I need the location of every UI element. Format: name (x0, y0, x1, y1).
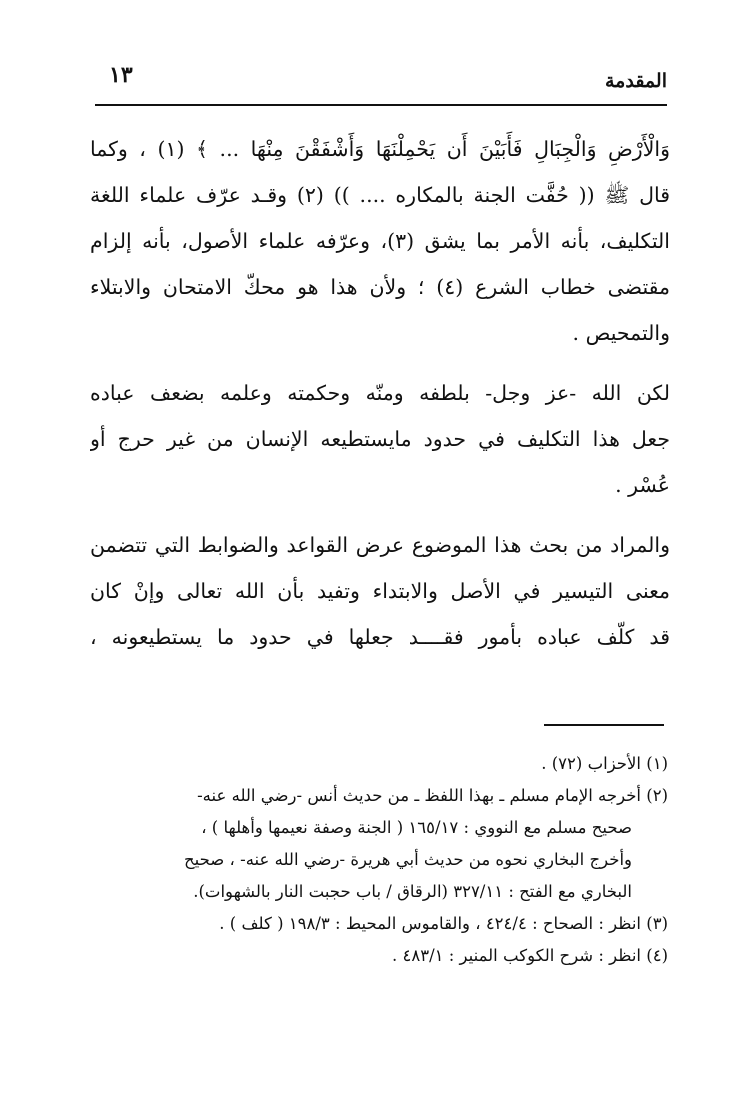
text-line: لكن الله -عز وجل- بلطفه ومنّه وحكمته وعلمه بضعف عباده (90, 381, 670, 405)
footnote-2: (٢) أخرجه الإمام مسلم ـ بهذا اللفظ ـ من حديث أنس -رضي الله عنه- (197, 786, 668, 805)
text-line: وَالْأَرْضِ وَالْجِبَالِ فَأَبَيْنَ أَن يَحْمِلْنَهَا وَأَشْفَقْنَ مِنْهَا ... ﴾ (١) ، وكما (90, 137, 670, 161)
footnote-1: (١) الأحزاب (٧٢) . (541, 754, 668, 773)
text-line: التكليف، بأنه الأمر بما يشق (٣)، وعرّفه علماء الأصول، بأنه إلزام (90, 229, 670, 253)
text-line: قال ﷺ (( حُفَّت الجنة بالمكاره .... )) (٢) وقـد عرّف علماء اللغة (90, 183, 670, 207)
footnote-2-continued: صحيح مسلم مع النووي : ١٦٥/١٧ ( الجنة وصفة نعيمها وأهلها ) ، (201, 818, 632, 837)
text-line: مقتضى خطاب الشرع (٤) ؛ ولأن هذا هو محكّ الامتحان والابتلاء (90, 275, 670, 299)
footnote-3: (٣) انظر : الصحاح : ٤٢٤/٤ ، والقاموس المحيط : ١٩٨/٣ ( كلف ) . (219, 914, 668, 933)
footnote-separator (544, 724, 664, 726)
text-line: معنى التيسير في الأصل والابتداء وتفيد بأن الله تعالى وإنْ كان (90, 579, 670, 603)
footnote-2-continued: البخاري مع الفتح : ٣٢٧/١١ (الرقاق / باب حجبت النار بالشهوات). (193, 882, 632, 901)
header-rule (95, 104, 667, 106)
text-line: عُسْر . (615, 473, 670, 497)
text-line: والمراد من بحث هذا الموضوع عرض القواعد والضوابط التي تتضمن (90, 533, 670, 557)
text-line: قد كلّف عباده بأمور فقــــد جعلها في حدود ما يستطيعونه ، (90, 625, 670, 649)
footnote-2-continued: وأخرج البخاري نحوه من حديث أبي هريرة -رضي الله عنه- ، صحيح (184, 850, 632, 869)
page-header (95, 58, 667, 106)
footnotes (92, 748, 668, 972)
page-number: ١٣ (109, 62, 133, 88)
text-line: جعل هذا التكليف في حدود مايستطيعه الإنسان من غير حرج أو (90, 427, 670, 451)
paragraph-gap (90, 508, 670, 522)
paragraph-gap (90, 356, 670, 370)
text-line: والتمحيص . (572, 321, 670, 345)
running-title: المقدمة (604, 70, 667, 92)
main-text (90, 126, 670, 660)
footnote-4: (٤) انظر : شرح الكوكب المنير : ٤٨٣/١ . (391, 946, 668, 965)
